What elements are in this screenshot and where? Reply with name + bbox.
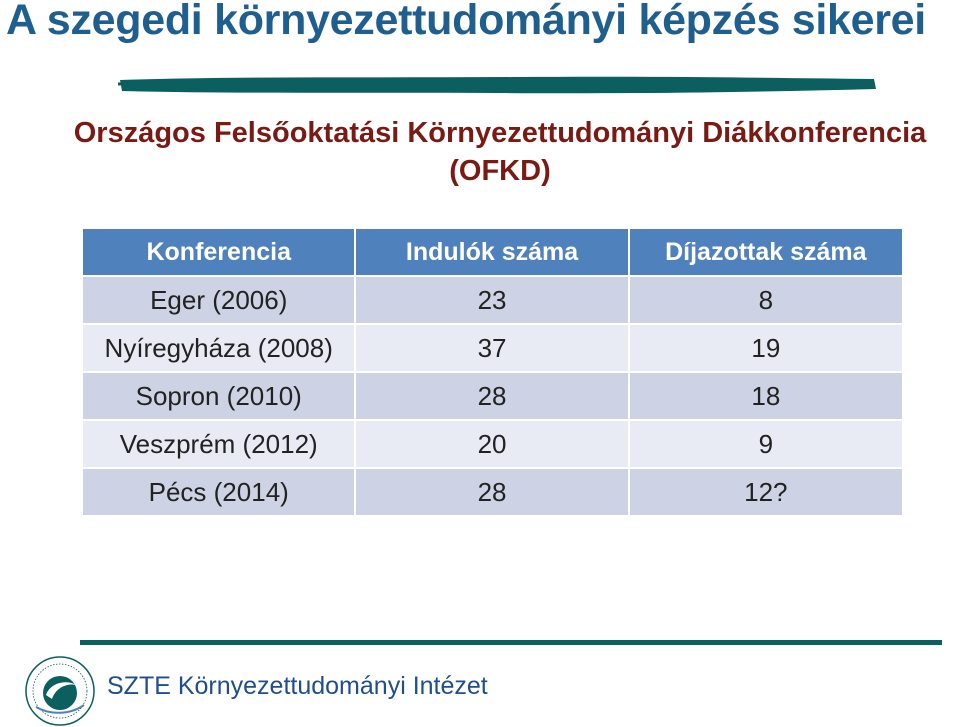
table-row — [83, 421, 902, 467]
cell-participants: 20 — [356, 421, 627, 467]
cell-conference: Eger (2006) — [83, 277, 354, 323]
cell-conference: Sopron (2010) — [83, 373, 354, 419]
slide-subtitle — [40, 114, 960, 190]
cell-awardees: 9 — [630, 421, 902, 467]
header-participants: Indulók száma — [356, 229, 627, 275]
cell-conference: Nyíregyháza (2008) — [83, 325, 354, 371]
slide-title: A szegedi környezettudományi képzés sikerei — [6, 0, 926, 44]
cell-participants: 28 — [356, 373, 627, 419]
cell-awardees: 12? — [630, 469, 902, 515]
table-row — [83, 277, 902, 323]
cell-awardees: 18 — [630, 373, 902, 419]
table-row — [83, 469, 902, 515]
szte-institute-logo-icon — [24, 655, 96, 727]
cell-participants: 28 — [356, 469, 627, 515]
table-header-row — [83, 229, 902, 275]
header-conference: Konferencia — [83, 229, 354, 275]
brush-underline — [118, 72, 878, 100]
table-row — [83, 325, 902, 371]
conference-table-container — [81, 227, 904, 517]
cell-conference: Veszprém (2012) — [83, 421, 354, 467]
cell-participants: 23 — [356, 277, 627, 323]
cell-awardees: 8 — [630, 277, 902, 323]
header-awardees: Díjazottak száma — [630, 229, 902, 275]
subtitle-line-2: (OFKD) — [449, 155, 551, 187]
cell-awardees: 19 — [630, 325, 902, 371]
cell-conference: Pécs (2014) — [83, 469, 354, 515]
table-row — [83, 373, 902, 419]
conference-table — [81, 227, 904, 517]
subtitle-line-1: Országos Felsőoktatási Környezettudományi Diákkonferencia — [73, 117, 927, 149]
footer-institute-name: SZTE Környezettudományi Intézet — [107, 672, 488, 700]
cell-participants: 37 — [356, 325, 627, 371]
footer-divider — [80, 640, 942, 645]
